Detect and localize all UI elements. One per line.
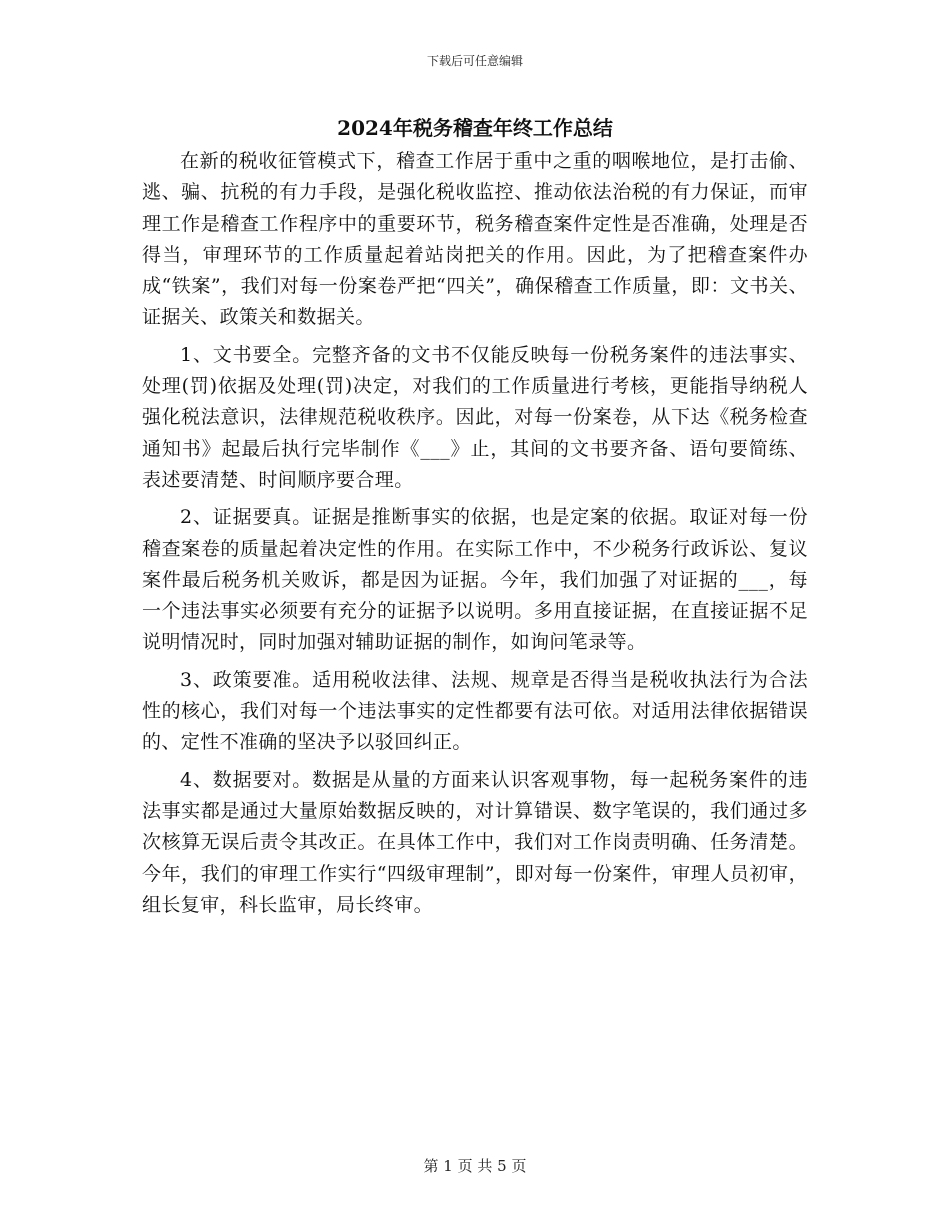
header-note: 下载后可任意编辑	[426, 54, 523, 68]
paragraph-policy: 3、政策要准。适用税收法律、法规、规章是否得当是税收执法行为合法性的核心，我们对每一个违法事实的定性都要有法可依。对适用法律依据错误的、定性不准确的坚决予以驳回纠正。	[142, 668, 808, 754]
paragraph-data: 4、数据要对。数据是从量的方面来认识客观事物，每一起税务案件的违法事实都是通过大量原始数据反映的，对计算错误、数字笔误的，我们通过多次核算无误后责令其改正。在具体工作中，我们对工作岗责明确、任务清楚。今年，我们的审理工作实行“四级审理制”，即对每一份案件，审理人员初审，组长复审，科长监审，局长终审。	[142, 768, 808, 916]
paragraph-documents: 1、文书要全。完整齐备的文书不仅能反映每一份税务案件的违法事实、处理(罚)依据及处理(罚)决定，对我们的工作质量进行考核，更能指导纳税人强化税法意识，法律规范税收秩序。因此，对每一份案卷，从下达《税务检查通知书》起最后执行完毕制作《___》止，其间的文书要齐备、语句要简练、表述要清楚、时间顺序要合理。	[142, 343, 808, 491]
paragraph-intro: 在新的税收征管模式下，稽查工作居于重中之重的咽喉地位，是打击偷、逃、骗、抗税的有力手段，是强化税收监控、推动依法治税的有力保证，而审理工作是稽查工作程序中的重要环节，税务稽查案件定性是否准确，处理是否得当，审理环节的工作质量起着站岗把关的作用。因此，为了把稽查案件办成“铁案”，我们对每一份案卷严把“四关”，确保稽查工作质量，即：文书关、证据关、政策关和数据关。	[142, 150, 808, 329]
document-body	[142, 146, 808, 927]
document-title: 2024年税务稽查年终工作总结	[337, 116, 613, 140]
page-number-footer: 第 1 页 共 5 页	[423, 1157, 527, 1175]
paragraph-evidence: 2、证据要真。证据是推断事实的依据，也是定案的依据。取证对每一份稽查案卷的质量起着决定性的作用。在实际工作中，不少税务行政诉讼、复议案件最后税务机关败诉，都是因为证据。今年，我们加强了对证据的___，每一个违法事实必须要有充分的证据予以说明。多用直接证据，在直接证据不足说明情况时，同时加强对辅助证据的制作，如询问笔录等。	[142, 506, 808, 654]
